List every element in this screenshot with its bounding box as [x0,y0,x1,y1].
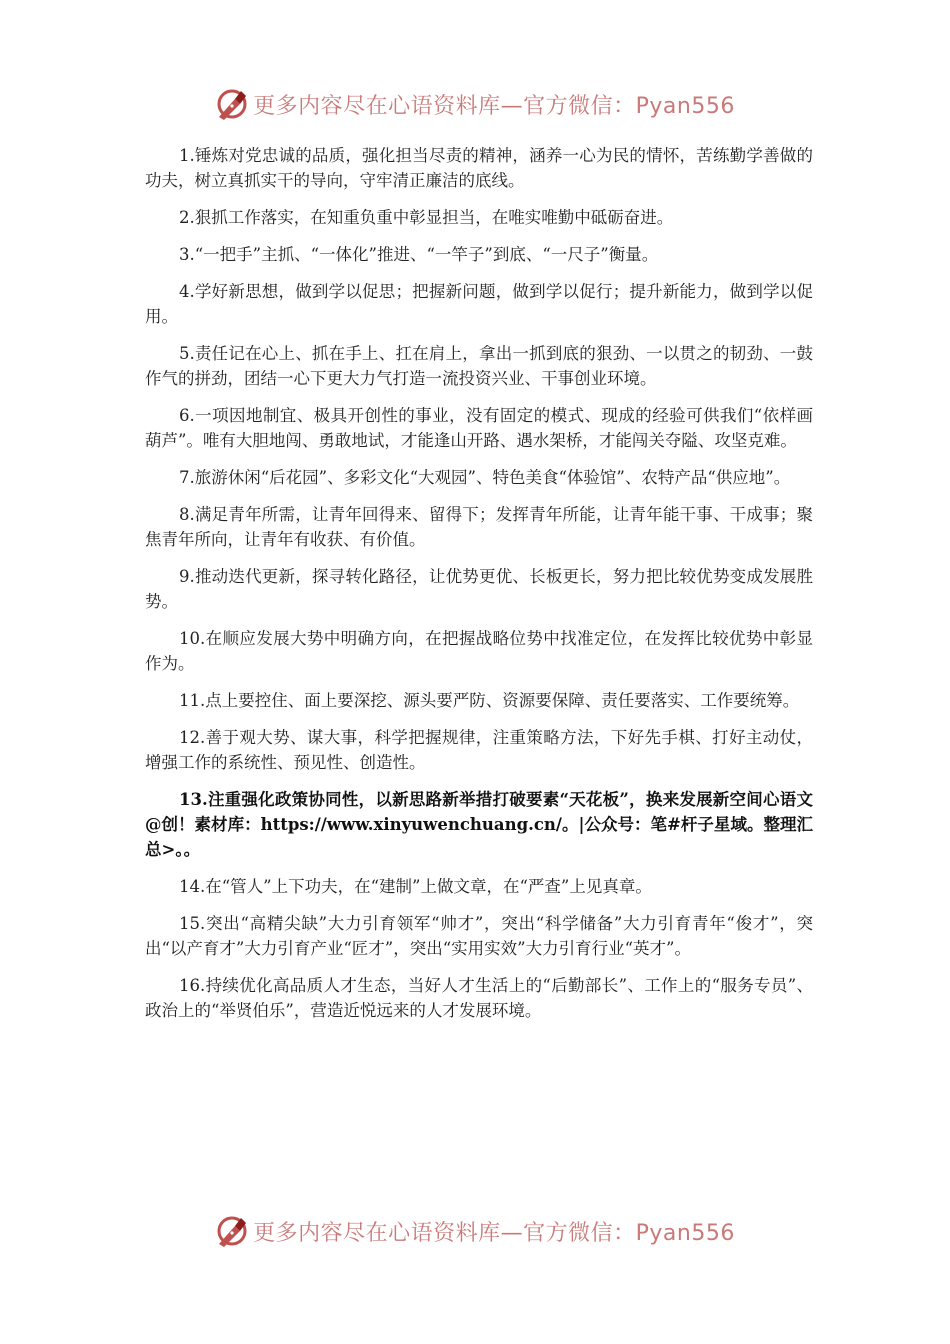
paragraph-1: 1.锤炼对党忠诚的品质，强化担当尽责的精神，涵养一心为民的情怀，苦练勤学善做的功夫，树立真抓实干的导向，守牢清正廉洁的底线。 [145,146,813,190]
paragraph-16: 16.持续优化高品质人才生态，当好人才生活上的“后勤部长”、工作上的“服务专员”、政治上的“举贤伯乐”，营造近悦远来的人才发展环境。 [145,976,813,1020]
paragraph-9: 9.推动迭代更新，探寻转化路径，让优势更优、长板更长，努力把比较优势变成发展胜势。 [145,567,813,611]
header-banner [0,80,950,128]
paragraph-2: 2.狠抓工作落实，在知重负重中彰显担当，在唯实唯勤中砥砺奋进。 [179,208,674,227]
paragraph-10: 10.在顺应发展大势中明确方向，在把握战略位势中找准定位，在发挥比较优势中彰显作为。 [145,629,813,673]
pen-nib-logo-icon [215,87,249,121]
footer-banner [0,1207,950,1255]
paragraph-5: 5.责任记在心上、抓在手上、扛在肩上，拿出一抓到底的狠劲、一以贯之的韧劲、一鼓作气的拼劲，团结一心下更大力气打造一流投资兴业、干事创业环境。 [145,344,813,388]
paragraph-11: 11.点上要控住、面上要深挖、源头要严防、资源要保障、责任要落实、工作要统筹。 [179,691,800,710]
pen-nib-logo-icon [215,1214,249,1248]
banner-text: 更多内容尽在心语资料库—官方微信：Pyan556 [253,93,735,119]
paragraph-14: 14.在“管人”上下功夫，在“建制”上做文章，在“严查”上见真章。 [179,877,652,896]
paragraph-6: 6.一项因地制宜、极具开创性的事业，没有固定的模式、现成的经验可供我们“依样画葫芦”。唯有大胆地闯、勇敢地试，才能逢山开路、遇水架桥，才能闯关夺隘、攻坚克难。 [145,406,813,450]
paragraph-4: 4.学好新思想，做到学以促思；把握新问题，做到学以促行；提升新能力，做到学以促用。 [145,282,813,326]
paragraph-15: 15.突出“高精尖缺”大力引育领军“帅才”，突出“科学储备”大力引育青年“俊才”，突出“以产育才”大力引育产业“匠才”，突出“实用实效”大力引育行业“英才”。 [145,914,813,958]
paragraph-13: 13.注重强化政策协同性，以新思路新举措打破要素“天花板”，换来发展新空间心语文@创！素材库：https://www.xinyuwenchuang.cn/。|公众号：笔#杆子星域。整理汇总>。。 [145,790,813,859]
document-body [145,143,813,1035]
paragraph-12: 12.善于观大势、谋大事，科学把握规律，注重策略方法，下好先手棋、打好主动仗，增强工作的系统性、预见性、创造性。 [145,728,813,772]
paragraph-7: 7.旅游休闲“后花园”、多彩文化“大观园”、特色美食“体验馆”、农特产品“供应地”。 [179,468,791,487]
banner-text: 更多内容尽在心语资料库—官方微信：Pyan556 [253,1220,735,1246]
paragraph-3: 3.“一把手”主抓、“一体化”推进、“一竿子”到底、“一尺子”衡量。 [179,245,659,264]
paragraph-8: 8.满足青年所需，让青年回得来、留得下；发挥青年所能，让青年能干事、干成事；聚焦青年所向，让青年有收获、有价值。 [145,505,813,549]
